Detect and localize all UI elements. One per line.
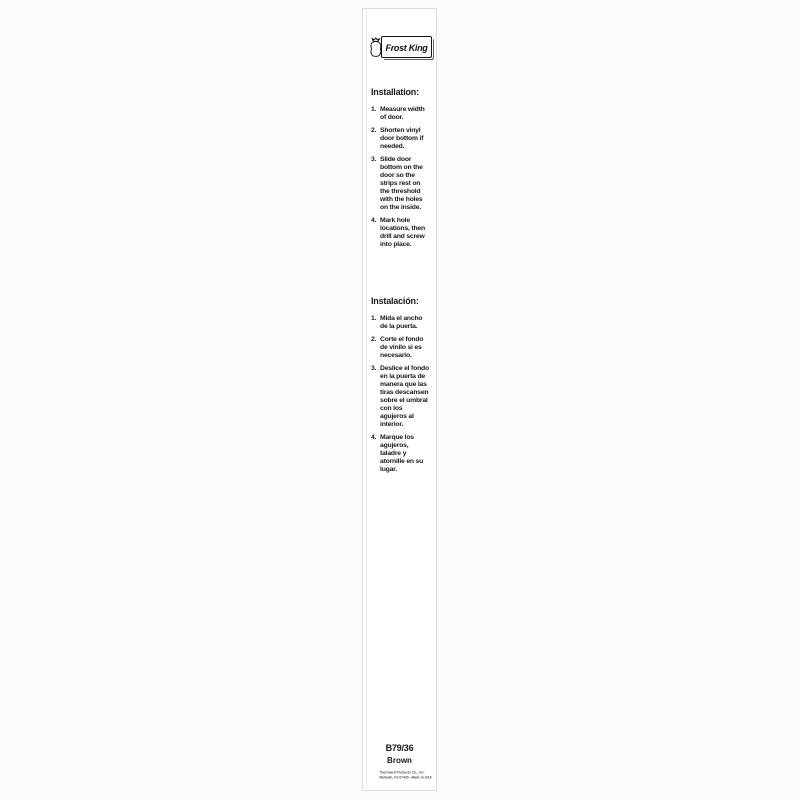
installation-section-english bbox=[371, 87, 430, 254]
instruction-step bbox=[371, 365, 430, 429]
manufacturer-name: Thermwell Products Co., Inc. bbox=[379, 771, 425, 775]
package-fold-line bbox=[366, 9, 367, 790]
installation-section-spanish bbox=[371, 296, 430, 479]
instruction-step bbox=[371, 434, 430, 474]
step-text: Deslice el fondo en la puerta de manera que las tiras descansen sobre el umbral con los agujeros al interior. bbox=[380, 365, 429, 428]
brand-logo-box bbox=[381, 36, 432, 59]
brand-logo bbox=[368, 36, 432, 58]
step-text: Measure width of door. bbox=[380, 106, 425, 121]
instruction-step bbox=[371, 217, 430, 249]
instruction-step bbox=[371, 106, 430, 122]
step-number: 2. bbox=[371, 336, 377, 343]
installation-header-spanish: Instalación: bbox=[371, 296, 419, 306]
package-footer bbox=[363, 743, 436, 790]
instruction-step bbox=[371, 156, 430, 212]
step-number: 2. bbox=[371, 127, 377, 134]
manufacturer-address: Mahwah, NJ 07430 • Made in USA bbox=[379, 776, 432, 780]
step-number: 1. bbox=[371, 106, 377, 113]
manufacturer-info bbox=[363, 772, 436, 782]
step-text: Shorten vinyl door bottom if needed. bbox=[380, 127, 424, 150]
step-number: 3. bbox=[371, 365, 377, 372]
step-number: 4. bbox=[371, 217, 377, 224]
step-number: 1. bbox=[371, 315, 377, 322]
step-number: 4. bbox=[371, 434, 377, 441]
instruction-step bbox=[371, 336, 430, 360]
frost-king-mascot-icon bbox=[369, 37, 384, 58]
step-number: 3. bbox=[371, 156, 377, 163]
step-text: Mark hole locations, then drill and screw into place. bbox=[380, 217, 425, 248]
instruction-step bbox=[371, 127, 430, 151]
step-text: Corte el fondo de vinilo si es necesario. bbox=[380, 336, 424, 359]
package-panel bbox=[362, 8, 437, 791]
brand-logo-text: Frost King bbox=[385, 42, 428, 53]
model-number: B79/36 bbox=[385, 743, 414, 753]
instruction-step bbox=[371, 315, 430, 331]
step-text: Marque los agujeros, taladre y atornille en su lugar. bbox=[380, 434, 424, 473]
installation-header-english: Installation: bbox=[371, 87, 419, 97]
step-text: Mida el ancho de la puerta. bbox=[380, 315, 423, 330]
product-color-name: Brown bbox=[387, 756, 412, 765]
step-text: Slide door bottom on the door so the strips rest on the threshold with the holes on the inside. bbox=[380, 156, 423, 211]
